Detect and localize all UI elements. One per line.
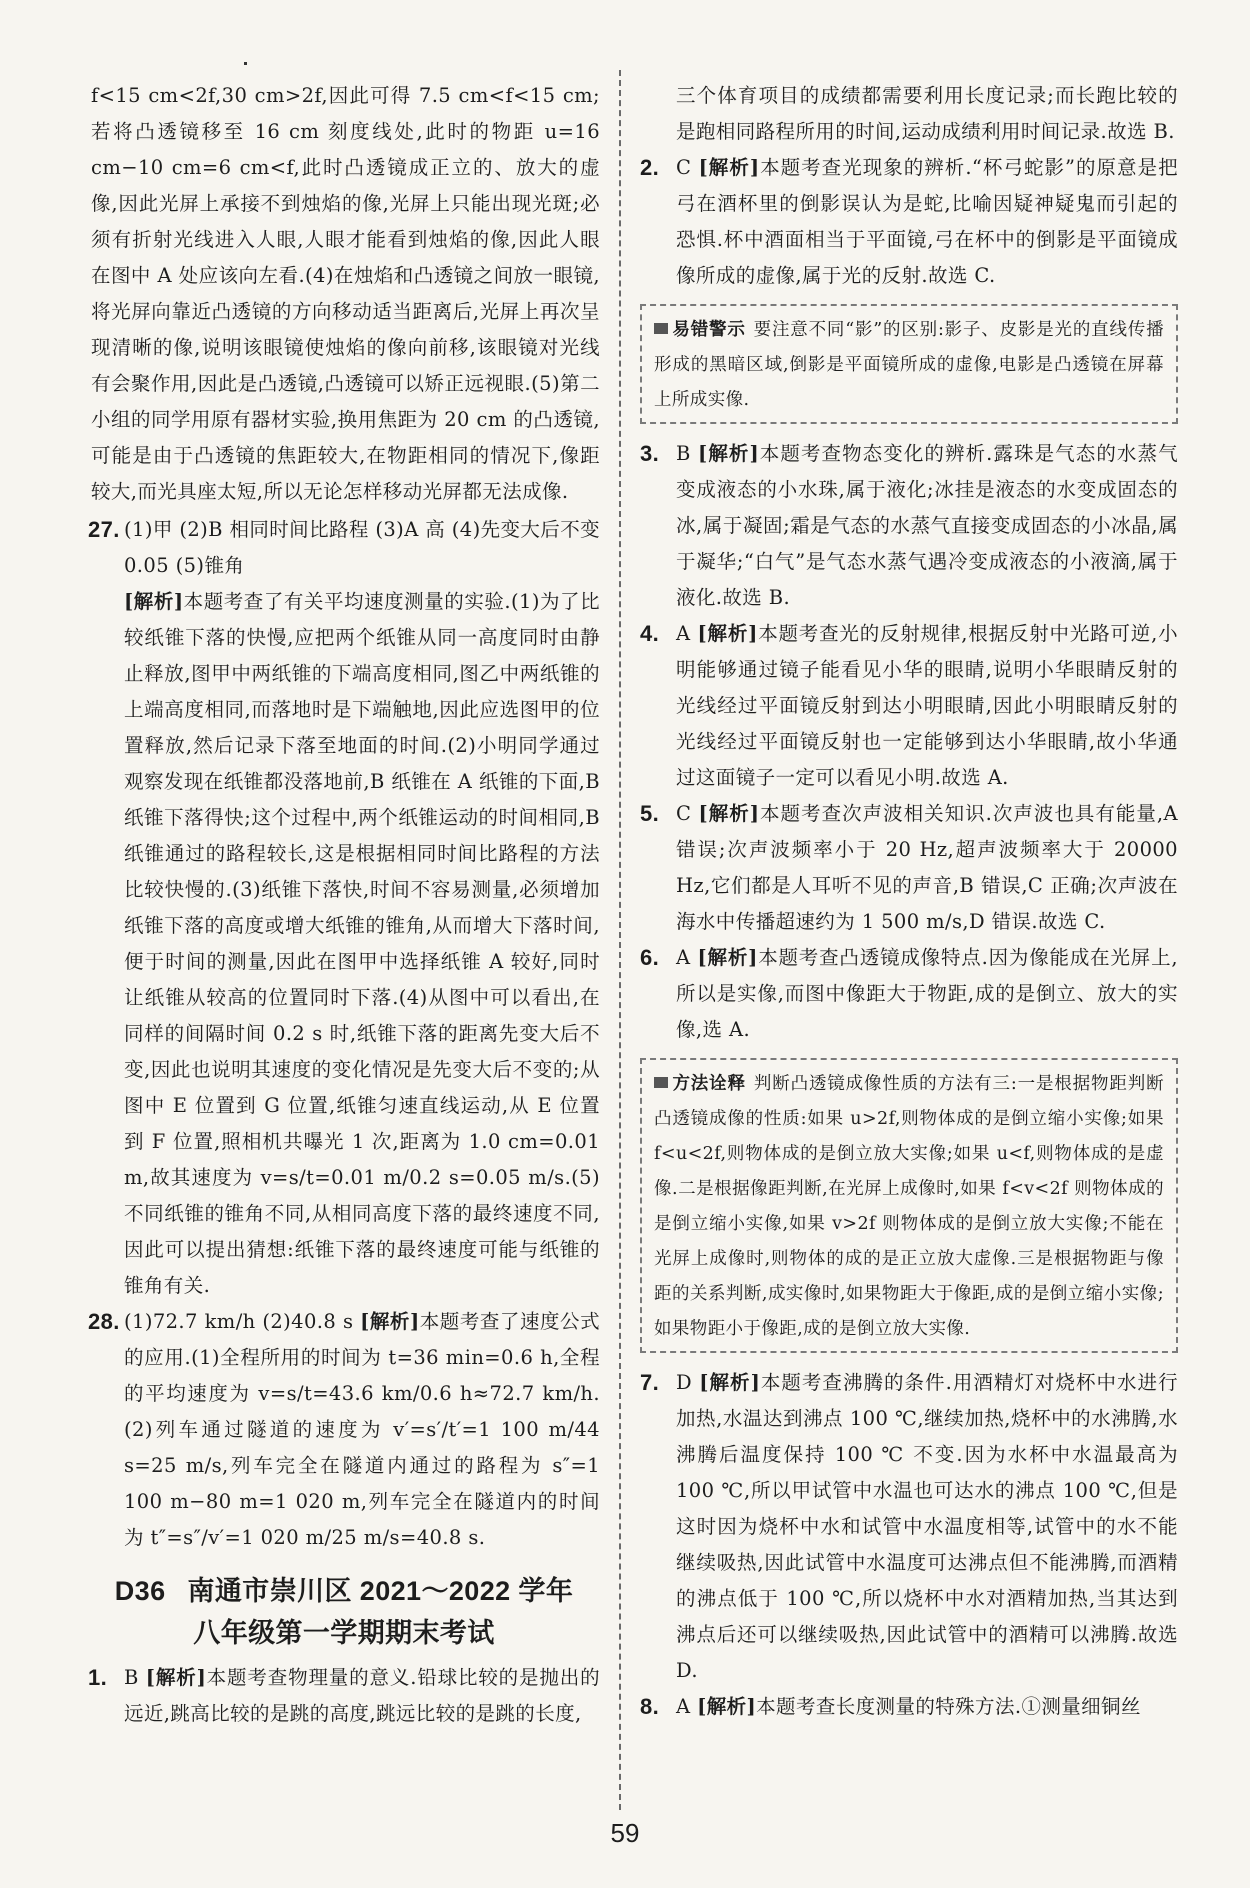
analysis-text: 本题考查物理量的意义.铅球比较的是抛出的远近,跳高比较的是跳的高度,跳远比较的是跳的长度, <box>124 1666 600 1725</box>
q6-content <box>676 940 1178 1048</box>
question-27 <box>88 512 600 584</box>
label-square-icon <box>654 323 668 334</box>
q1-content <box>124 1660 600 1732</box>
answer-letter: D <box>676 1371 693 1394</box>
analysis-text: 本题考查光现象的辨析.“杯弓蛇影”的原意是把弓在酒杯里的倒影误认为是蛇,比喻因疑神疑鬼而引起的恐惧.杯中酒面相当于平面镜,弓在杯中的倒影是平面镜成像所成的虚像,属于光的反射.故选 C. <box>676 156 1178 287</box>
answer-letter: A <box>676 1695 691 1718</box>
method-explanation-box <box>640 1058 1178 1353</box>
question-number: 8. <box>640 1694 660 1719</box>
question-number: 28. <box>88 1309 120 1334</box>
analysis-tag: [解析] <box>698 442 760 465</box>
question-number: 4. <box>640 621 660 646</box>
answer-letter: C <box>676 156 692 179</box>
question-6 <box>640 940 1178 1048</box>
column-divider <box>619 70 621 1810</box>
answer-letter: B <box>676 442 691 465</box>
question-number: 27. <box>88 517 120 542</box>
box-label <box>654 319 746 339</box>
answer-letter: A <box>676 622 691 645</box>
analysis-tag: [解析] <box>698 156 760 179</box>
q7-content <box>676 1365 1178 1689</box>
box-label-text: 方法诠释 <box>672 1073 746 1093</box>
q26-continued-text: f<15 cm<2f,30 cm>2f,因此可得 7.5 cm<f<15 cm;若将凸透镜移至 16 cm 刻度线处,此时的物距 u=16 cm−10 cm=6 cm<f,此时凸透镜成正立的、放大的虚像,因此光屏上承接不到烛焰的像,光屏上只能出现光斑;必须有折射光线进入人眼,人眼才能看到烛焰的像,因此人眼在图中 A 处应该向左看.(4)在烛焰和凸透镜之间放一眼镜,将光屏向靠近凸透镜的方向移动适当距离后,光屏上再次呈现清晰的像,说明该眼镜使烛焰的像向前移,该眼镜对光线有会聚作用,因此是凸透镜,凸透镜可以矫正远视眼.(5)第二小组的同学用原有器材实验,换用焦距为 20 cm 的凸透镜,可能是由于凸透镜的焦距较大,在物距相同的情况下,像距较大,而光具座太短,所以无论怎样移动光屏都无法成像. <box>91 84 600 503</box>
question-3 <box>640 436 1178 616</box>
q8-content <box>676 1689 1178 1725</box>
label-square-icon <box>654 1077 668 1088</box>
analysis-tag: [解析] <box>360 1310 420 1333</box>
scan-dot <box>244 62 247 65</box>
section-title-line2: 八年级第一学期期末考试 <box>193 1618 495 1648</box>
question-4 <box>640 616 1178 796</box>
mistake-warning-box <box>640 304 1178 424</box>
box-label-text: 易错警示 <box>672 319 746 339</box>
question-number: 7. <box>640 1370 660 1395</box>
answer-letter: C <box>676 802 692 825</box>
answer-letter: B <box>124 1666 139 1689</box>
q2-content <box>676 150 1178 294</box>
answer-text: (1)甲 (2)B 相同时间比路程 (3)A 高 (4)先变大后不变 0.05 (5)锥角 <box>124 518 600 577</box>
section-title-line1: 南通市崇川区 2021～2022 学年 <box>187 1576 574 1606</box>
box-text: 判断凸透镜成像性质的方法有三:一是根据物距判断凸透镜成像的性质:如果 u>2f,则物体成的是倒立缩小实像;如果 f<u<2f,则物体成的是倒立放大实像;如果 u<f,则物体成的是虚像.二是根据像距判断,在光屏上成像时,如果 f<v<2f 则物体成的是倒立缩小实像,如果 v>2f 则物体成的是倒立放大实像;不能在光屏上成像时,则物体的成的是正立放大虚像.三是根据物距与像距的关系判断,成实像时,如果物距大于像距,成的是倒立缩小实像;如果物距小于像距,成的是倒立放大实像. <box>654 1074 1164 1339</box>
answer-letter: A <box>676 946 691 969</box>
section-heading-line1 <box>88 1570 600 1612</box>
analysis-tag: [解析] <box>697 622 758 645</box>
page-number: 59 <box>610 1818 640 1848</box>
analysis-text: 本题考查了速度公式的应用.(1)全程所用的时间为 t=36 min=0.6 h,全程的平均速度为 v=s/t=43.6 km/0.6 h≈72.7 km/h.(2)列车通过隧道的速度为 v′=s′/t′=1 100 m/44 s=25 m/s,列车完全在隧道内通过的路程为 s″=1 100 m−80 m=1 020 m,列车完全在隧道内的时间为 t″=s″/v′=1 020 m/25 m/s=40.8 s. <box>124 1310 600 1549</box>
question-number: 3. <box>640 441 660 466</box>
section-heading <box>88 1570 600 1654</box>
left-column <box>88 78 600 1732</box>
analysis-tag: [解析] <box>698 802 760 825</box>
analysis-tag: [解析] <box>124 590 184 613</box>
analysis-text: 本题考查物态变化的辨析.露珠是气态的水蒸气变成液态的小水珠,属于液化;冰挂是液态的水变成固态的冰,属于凝固;霜是气态的水蒸气直接变成固态的小冰晶,属于凝华;“白气”是气态水蒸气遇冷变成液态的小液滴,属于液化.故选 B. <box>676 442 1178 609</box>
analysis-tag: [解析] <box>697 946 758 969</box>
q3-content <box>676 436 1178 616</box>
analysis-text: 本题考查光的反射规律,根据反射中光路可逆,小明能够通过镜子能看见小华的眼睛,说明小华眼睛反射的光线经过平面镜反射到达小明眼睛,因此小明眼睛反射的光线经过平面镜反射也一定能够到达小华眼睛,故小华通过这面镜子一定可以看见小明.故选 A. <box>676 622 1178 789</box>
analysis-text: 本题考查次声波相关知识.次声波也具有能量,A 错误;次声波频率小于 20 Hz,超声波频率大于 20000 Hz,它们都是人耳听不见的声音,B 错误,C 正确;次声波在海水中传播超速约为 1 500 m/s,D 错误.故选 C. <box>676 802 1179 933</box>
box-text: 要注意不同“影”的区别:影子、皮影是光的直线传播形成的黑暗区域,倒影是平面镜所成的虚像,电影是凸透镜在屏幕上所成实像. <box>654 320 1164 410</box>
analysis-tag: [解析] <box>699 1371 761 1394</box>
analysis-tag: [解析] <box>697 1695 757 1718</box>
question-number: 6. <box>640 945 660 970</box>
question-2 <box>640 150 1178 294</box>
question-5 <box>640 796 1178 940</box>
q28-content <box>124 1304 600 1556</box>
analysis-text: 本题考查凸透镜成像特点.因为像能成在光屏上,所以是实像,而图中像距大于物距,成的是倒立、放大的实像,选 A. <box>676 946 1178 1041</box>
analysis-text: 本题考查长度测量的特殊方法.①测量细铜丝 <box>756 1695 1141 1718</box>
question-number: 5. <box>640 801 660 826</box>
section-code: D36 <box>114 1576 166 1606</box>
q5-content <box>676 796 1178 940</box>
question-number: 2. <box>640 155 660 180</box>
q1-continued-text: 三个体育项目的成绩都需要利用长度记录;而长跑比较的是跑相同路程所用的时间,运动成绩利用时间记录.故选 B. <box>676 84 1178 143</box>
answer-text: (1)72.7 km/h (2)40.8 s <box>124 1310 354 1333</box>
question-1 <box>88 1660 600 1732</box>
question-7 <box>640 1365 1178 1689</box>
box-label <box>654 1073 746 1093</box>
q27-analysis <box>88 584 600 1304</box>
analysis-text: 本题考查了有关平均速度测量的实验.(1)为了比较纸锥下落的快慢,应把两个纸锥从同一高度同时由静止释放,图甲中两纸锥的下端高度相同,图乙中两纸锥的上端高度相同,而落地时是下端触地,因此应选图甲的位置释放,然后记录下落至地面的时间.(2)小明同学通过观察发现在纸锥都没落地前,B 纸锥在 A 纸锥的下面,B 纸锥下落得快;这个过程中,两个纸锥运动的时间相同,B 纸锥通过的路程较长,这是根据相同时间比路程的方法比较快慢的.(3)纸锥下落快,时间不容易测量,必须增加纸锥下落的高度或增大纸锥的锥角,从而增大下落时间,便于时间的测量,因此在图甲中选择纸锥 A 较好,同时让纸锥从较高的位置同时下落.(4)从图中可以看出,在同样的间隔时间 0.2 s 时,纸锥下落的距离先变大后不变,因此也说明其速度的变化情况是先变大后不变的;从图中 E 位置到 G 位置,纸锥匀速直线运动,从 E 位置到 F 位置,照相机共曝光 1 次,距离为 1.0 cm=0.01 m,故其速度为 v=s/t=0.01 m/0.2 s=0.05 m/s.(5)不同纸锥的锥角不同,从相同高度下落的最终速度不同,因此可以提出猜想:纸锥下落的最终速度可能与纸锥的锥角有关. <box>124 590 600 1297</box>
right-column <box>640 78 1178 1725</box>
q4-content <box>676 616 1178 796</box>
analysis-text: 本题考查沸腾的条件.用酒精灯对烧杯中水进行加热,水温达到沸点 100 ℃,继续加热,烧杯中的水沸腾,水沸腾后温度保持 100 ℃ 不变.因为水杯中水温最高为 100 ℃,所以甲试管中水温也可达水的沸点 100 ℃,但是这时因为烧杯中水和试管中水温度相等,试管中的水不能继续吸热,因此试管中水温度可达沸点但不能沸腾,而酒精的沸点低于 100 ℃,所以烧杯中水对酒精加热,当其达到沸点后还可以继续吸热,因此试管中的酒精可以沸腾.故选 D. <box>676 1371 1178 1682</box>
question-8 <box>640 1689 1178 1725</box>
analysis-tag: [解析] <box>145 1666 207 1689</box>
question-number: 1. <box>88 1665 108 1690</box>
question-28 <box>88 1304 600 1556</box>
